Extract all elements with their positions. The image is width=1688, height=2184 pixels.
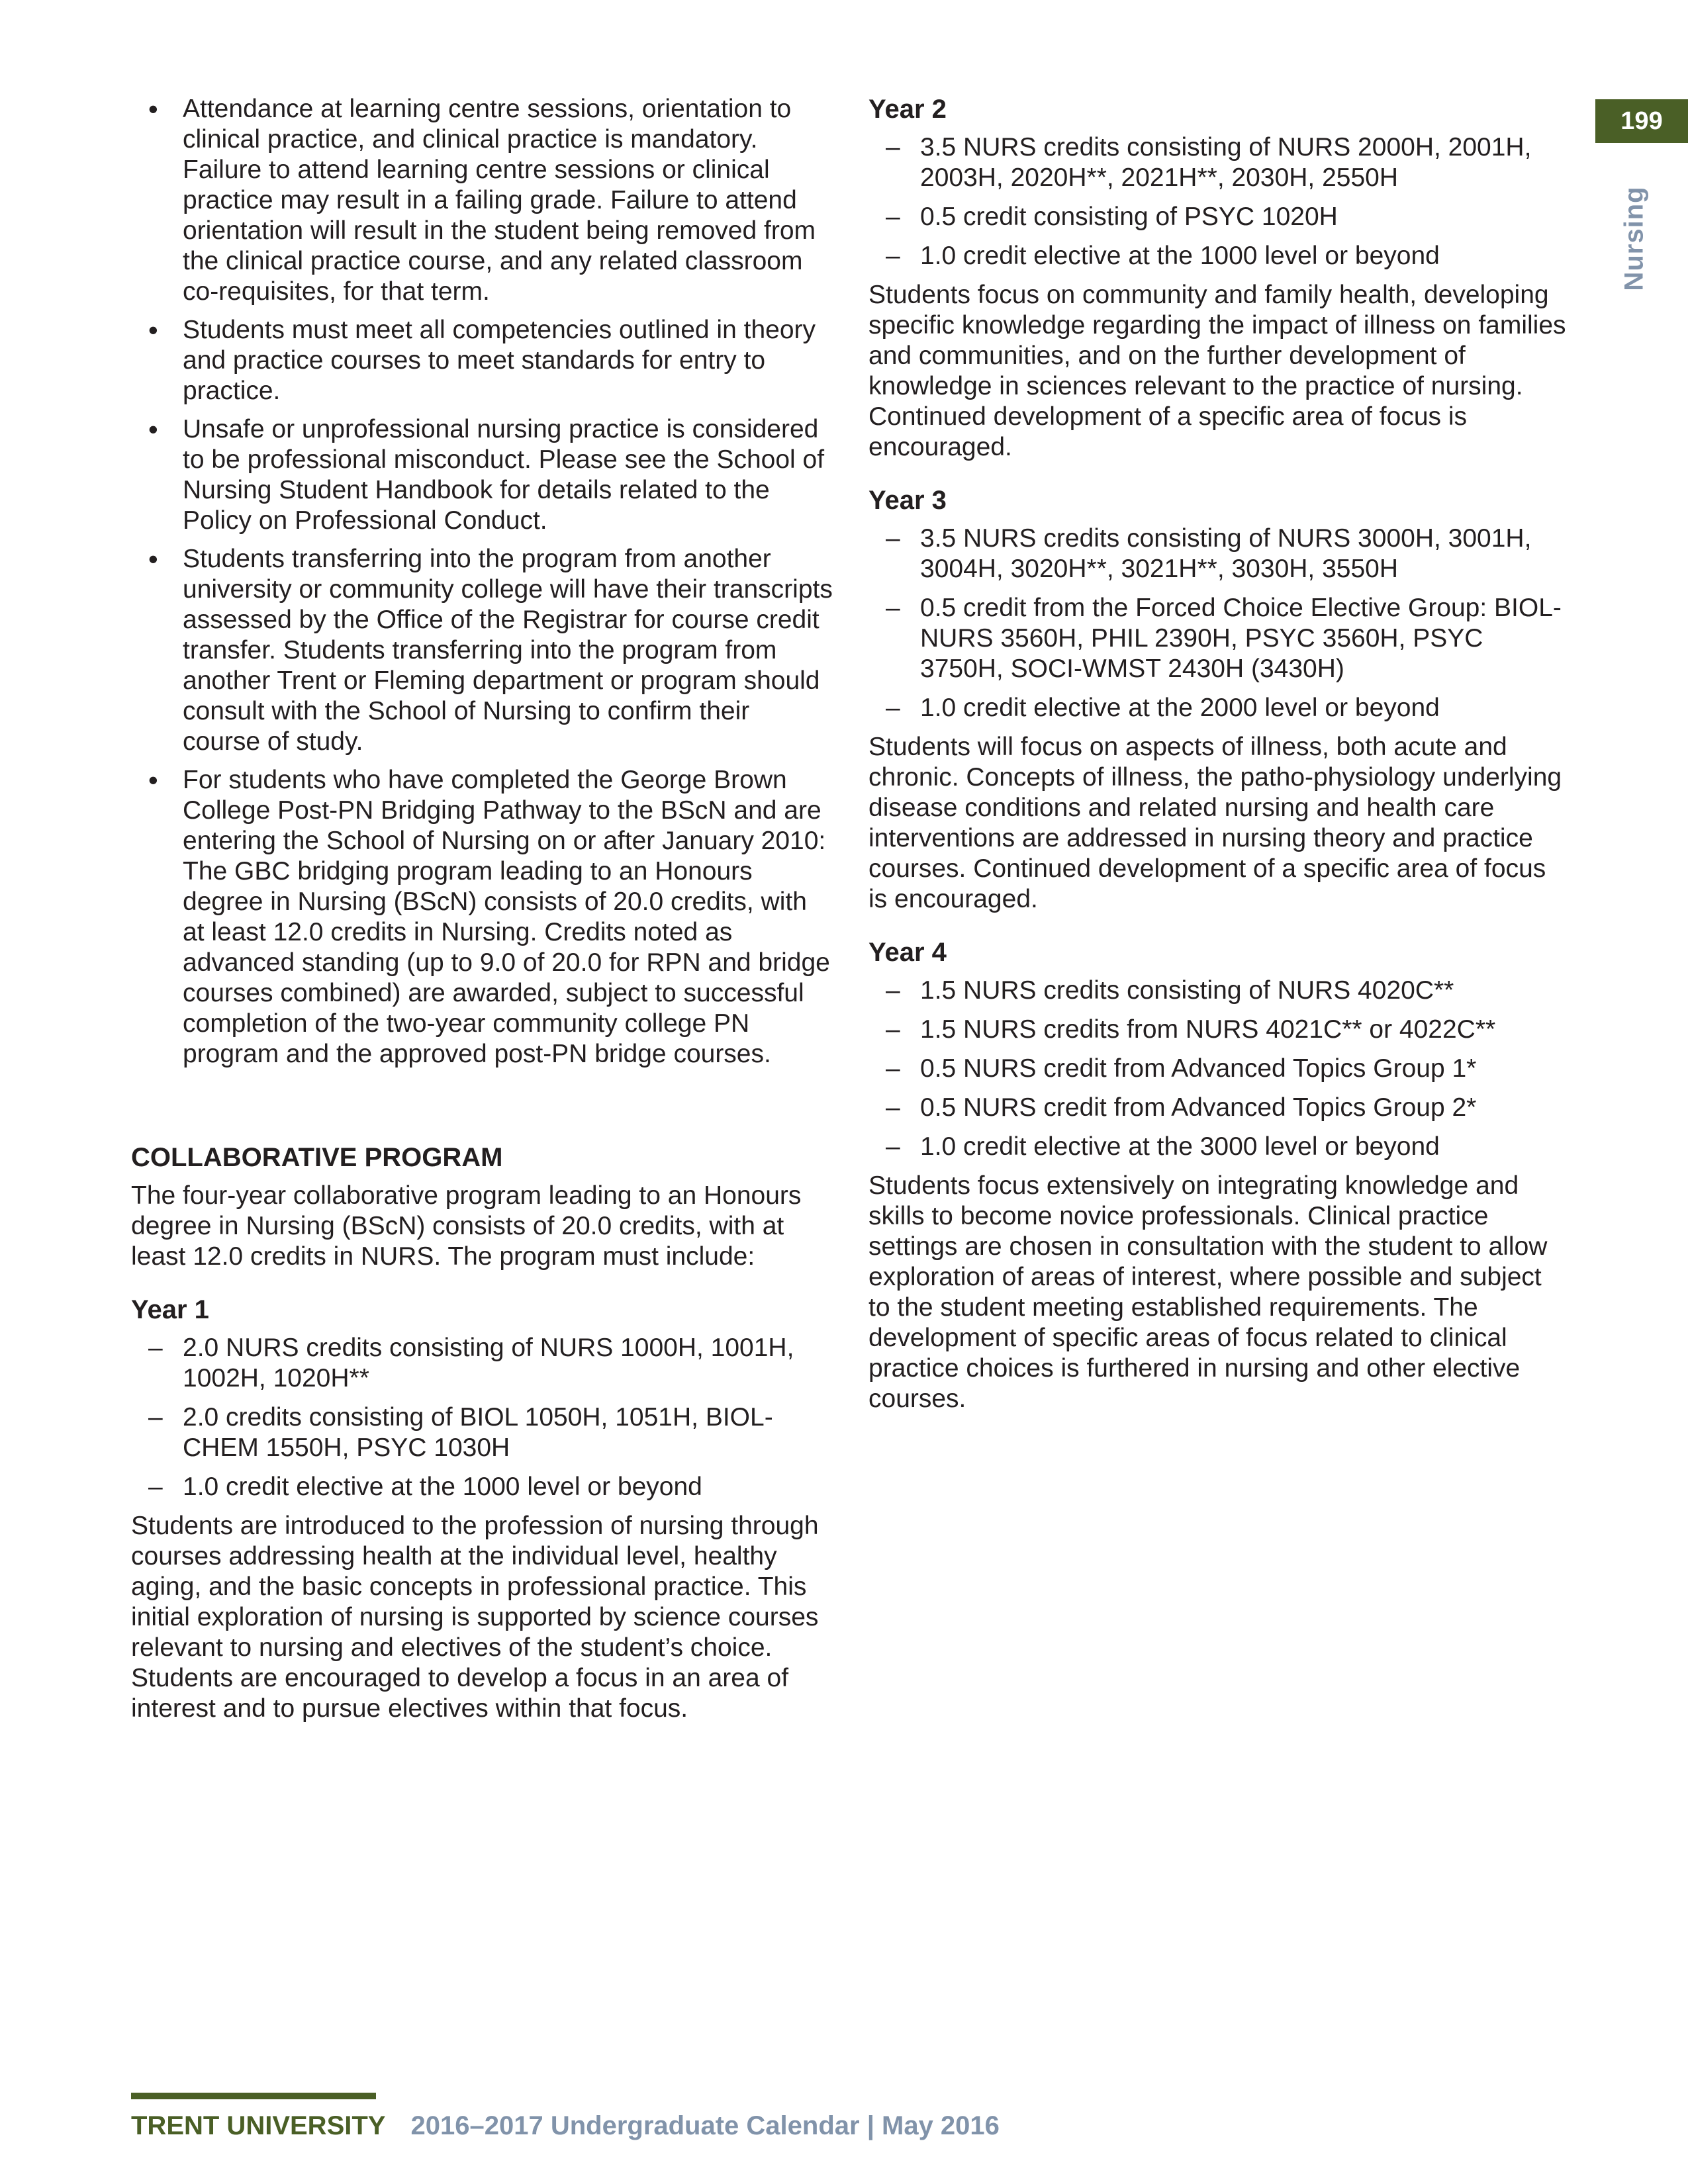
- year1-description: Students are introduced to the profession of nursing through courses addressing health at the individual level, healthy aging, and the basic concepts in professional practice. This initial exploration of nursing is supported by science courses relevant to nursing and electives of the student’s choice. Students are encouraged to develop a focus in an area of interest and to pursue electives within that focus.: [131, 1512, 819, 1723]
- year4-description: Students focus extensively on integrating knowledge and skills to become novice professionals. Clinical practice settings are chosen in consultation with the student to allow exploration of areas of interest, where possible and subject to the student meeting established requirements. The development of specific areas of focus related to clinical practice choices is furthered in nursing and other elective courses.: [868, 1171, 1548, 1413]
- year1-course-list: [131, 1333, 833, 1502]
- right-column: [868, 94, 1570, 1437]
- year2-heading: Year 2: [868, 95, 947, 124]
- collaborative-program-heading: COLLABORATIVE PROGRAM: [131, 1143, 503, 1172]
- year1-item: – 2.0 NURS credits consisting of NURS 1000H, 1001H, 1002H, 1020H**: [131, 1333, 833, 1394]
- section-tab: [1605, 179, 1664, 298]
- page-number-badge: [1595, 99, 1688, 143]
- year2-item: – 1.0 credit elective at the 1000 level or beyond: [868, 241, 1570, 271]
- year1-item: – 1.0 credit elective at the 1000 level or beyond: [131, 1472, 833, 1502]
- footer-calendar: 2016–2017 Undergraduate Calendar | May 2016: [410, 2111, 1000, 2140]
- year1-item: – 2.0 credits consisting of BIOL 1050H, 1051H, BIOL-CHEM 1550H, PSYC 1030H: [131, 1402, 833, 1463]
- year3-description: Students will focus on aspects of illness, both acute and chronic. Concepts of illness, the patho-physiology underlying disease conditions and related nursing and health care interventions are addressed in nursing theory and practice courses. Continued development of a specific area of focus is encouraged.: [868, 733, 1562, 913]
- year3-item: – 0.5 credit from the Forced Choice Elective Group: BIOL-NURS 3560H, PHIL 2390H, PSYC 3560H, PSYC 3750H, SOCI-WMST 2430H (3430H): [868, 593, 1570, 684]
- bullet-item: • Attendance at learning centre sessions, orientation to clinical practice, and clinical practice is mandatory. Failure to attend learning centre sessions or clinical practice may result in a failing grade. Failure to attend orientation will result in the student being removed from the clinical practice course, and any related classroom co-requisites, for that term.: [131, 94, 833, 307]
- year2-course-list: [868, 132, 1570, 271]
- year2-description: Students focus on community and family health, developing specific knowledge regarding the impact of illness on families and communities, and on the further development of knowledge in sciences relevant to the practice of nursing. Continued development of a specific area of focus is encouraged.: [868, 281, 1566, 461]
- year3-heading: Year 3: [868, 486, 947, 515]
- year4-course-list: [868, 976, 1570, 1162]
- year4-item: – 0.5 NURS credit from Advanced Topics Group 1*: [868, 1054, 1570, 1084]
- collaborative-program-intro: The four-year collaborative program leading to an Honours degree in Nursing (BScN) consists of 20.0 credits, with at least 12.0 credits in NURS. The program must include:: [131, 1181, 802, 1271]
- section-tab-label: Nursing: [1619, 185, 1649, 291]
- page-footer: [131, 2111, 1000, 2141]
- footer-university: TRENT UNIVERSITY: [131, 2111, 386, 2140]
- year4-item: – 1.5 NURS credits consisting of NURS 4020C**: [868, 976, 1570, 1006]
- footer-rule: [131, 2093, 376, 2099]
- year2-item: – 0.5 credit consisting of PSYC 1020H: [868, 202, 1570, 232]
- year4-item: – 1.0 credit elective at the 3000 level or beyond: [868, 1132, 1570, 1162]
- year2-item: – 3.5 NURS credits consisting of NURS 2000H, 2001H, 2003H, 2020H**, 2021H**, 2030H, 2550H: [868, 132, 1570, 193]
- bullet-item: • Unsafe or unprofessional nursing practice is considered to be professional misconduct. Please see the School of Nursing Student Handbook for details related to the Policy on Professional Conduct.: [131, 414, 833, 536]
- requirements-bullet-list: [131, 94, 833, 1069]
- left-column: [131, 94, 833, 1747]
- year4-item: – 1.5 NURS credits from NURS 4021C** or 4022C**: [868, 1015, 1570, 1045]
- bullet-item: • Students transferring into the program from another university or community college will have their transcripts assessed by the Office of the Registrar for course credit transfer. Students transferring into the program from another Trent or Fleming department or program should consult with the School of Nursing to confirm their course of study.: [131, 544, 833, 757]
- page-number: 199: [1620, 107, 1663, 135]
- year3-course-list: [868, 523, 1570, 723]
- year3-item: – 1.0 credit elective at the 2000 level or beyond: [868, 693, 1570, 723]
- year4-item: – 0.5 NURS credit from Advanced Topics Group 2*: [868, 1093, 1570, 1123]
- year4-heading: Year 4: [868, 938, 947, 967]
- year3-item: – 3.5 NURS credits consisting of NURS 3000H, 3001H, 3004H, 3020H**, 3021H**, 3030H, 3550H: [868, 523, 1570, 584]
- bullet-item: • For students who have completed the George Brown College Post-PN Bridging Pathway to the BScN and are entering the School of Nursing on or after January 2010: The GBC bridging program leading to an Honours degree in Nursing (BScN) consists of 20.0 credits, with at least 12.0 credits in Nursing. Credits noted as advanced standing (up to 9.0 of 20.0 for RPN and bridge courses combined) are awarded, subject to successful completion of the two-year community college PN program and the approved post-PN bridge courses.: [131, 765, 833, 1069]
- year1-heading: Year 1: [131, 1295, 209, 1324]
- bullet-item: • Students must meet all competencies outlined in theory and practice courses to meet standards for entry to practice.: [131, 315, 833, 406]
